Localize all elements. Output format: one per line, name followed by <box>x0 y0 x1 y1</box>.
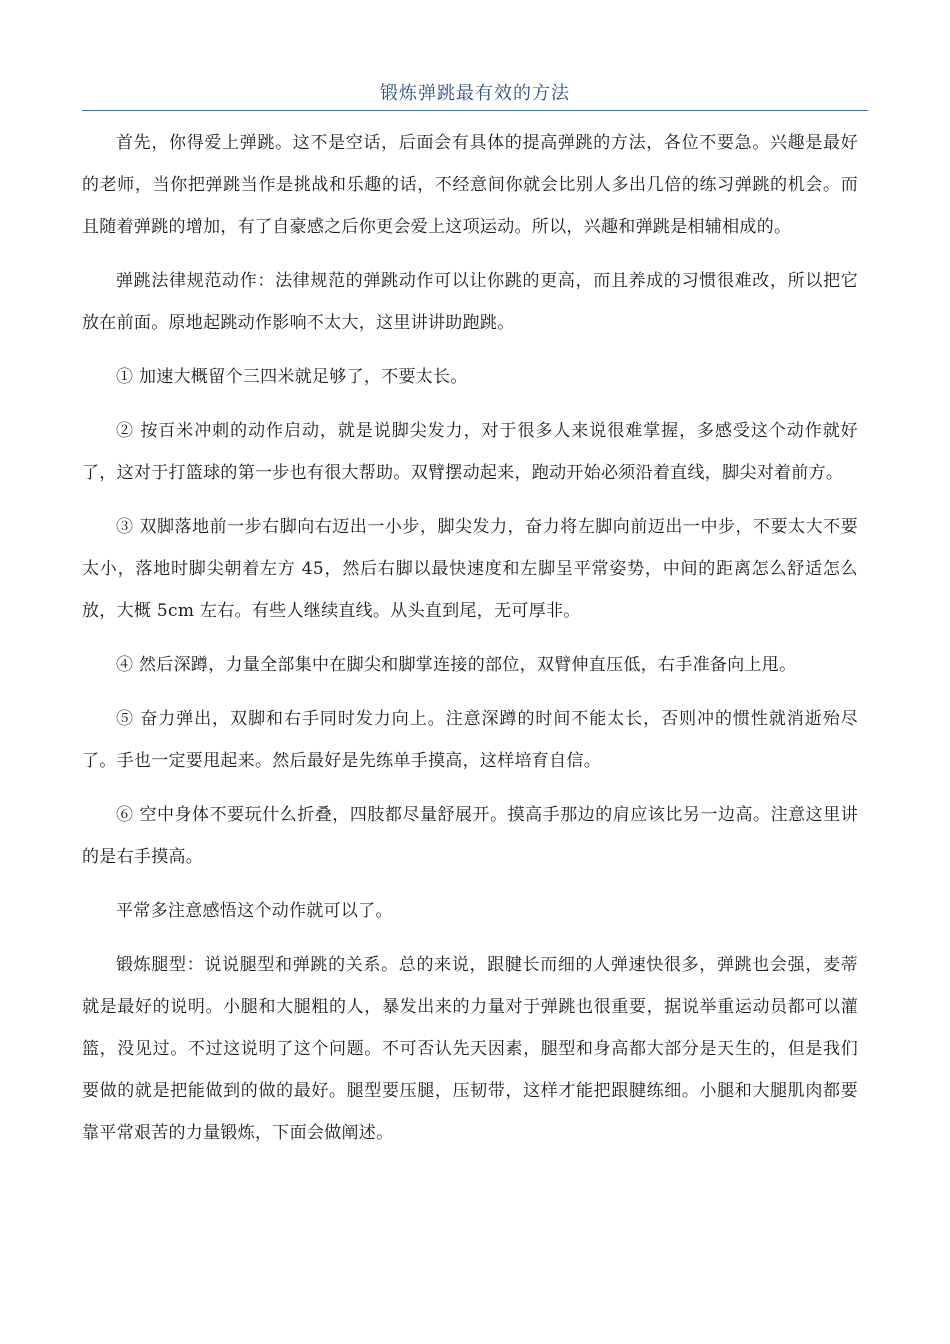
title-underline <box>82 110 868 111</box>
paragraph-leg-shape: 锻炼腿型：说说腿型和弹跳的关系。总的来说，跟腱长而细的人弹速快很多，弹跳也会强，麦蒂就是最好的说明。小腿和大腿粗的人，暴发出来的力量对于弹跳也很重要，据说举重运动员都可以灌篮，没见过。不过这说明了这个问题。不可否认先天因素，腿型和身高都大部分是天生的，但是我们要做的就是把能做到的做的最好。腿型要压腿，压韧带，这样才能把跟腱练细。小腿和大腿肌肉都要靠平常艰苦的力量锻炼，下面会做阐述。 <box>82 955 858 1143</box>
paragraph-step-1: ① 加速大概留个三四米就足够了，不要太长。 <box>116 367 468 387</box>
paragraph-technique: 弹跳法律规范动作：法律规范的弹跳动作可以让你跳的更高，而且养成的习惯很难改，所以把它放在前面。原地起跳动作影响不太大，这里讲讲助跑跳。 <box>82 271 858 333</box>
document-title: 锻炼弹跳最有效的方法 <box>380 83 570 104</box>
document-body <box>82 122 858 1166</box>
paragraph-intro: 首先，你得爱上弹跳。这不是空话，后面会有具体的提高弹跳的方法，各位不要急。兴趣是最好的老师，当你把弹跳当作是挑战和乐趣的话，不经意间你就会比别人多出几倍的练习弹跳的机会。而且随着弹跳的增加，有了自豪感之后你更会爱上这项运动。所以，兴趣和弹跳是相辅相成的。 <box>82 133 858 237</box>
paragraph-step-4: ④ 然后深蹲，力量全部集中在脚尖和脚掌连接的部位，双臂伸直压低，右手准备向上甩。 <box>116 655 797 675</box>
paragraph-step-5: ⑤ 奋力弹出，双脚和右手同时发力向上。注意深蹲的时间不能太长，否则冲的惯性就消逝殆尽了。手也一定要甩起来。然后最好是先练单手摸高，这样培育自信。 <box>82 709 858 771</box>
paragraph-step-6: ⑥ 空中身体不要玩什么折叠，四肢都尽量舒展开。摸高手那边的肩应该比另一边高。注意这里讲的是右手摸高。 <box>82 805 858 867</box>
paragraph-practice-note: 平常多注意感悟这个动作就可以了。 <box>116 901 393 921</box>
paragraph-step-3: ③ 双脚落地前一步右脚向右迈出一小步，脚尖发力，奋力将左脚向前迈出一中步，不要太大不要太小，落地时脚尖朝着左方 45，然后右脚以最快速度和左脚呈平常姿势，中间的距离怎么舒适怎么放，大概 5cm 左右。有些人继续直线。从头直到尾，无可厚非。 <box>82 517 858 621</box>
paragraph-step-2: ② 按百米冲刺的动作启动，就是说脚尖发力，对于很多人来说很难掌握，多感受这个动作就好了，这对于打篮球的第一步也有很大帮助。双臂摆动起来，跑动开始必须沿着直线，脚尖对着前方。 <box>82 421 858 483</box>
